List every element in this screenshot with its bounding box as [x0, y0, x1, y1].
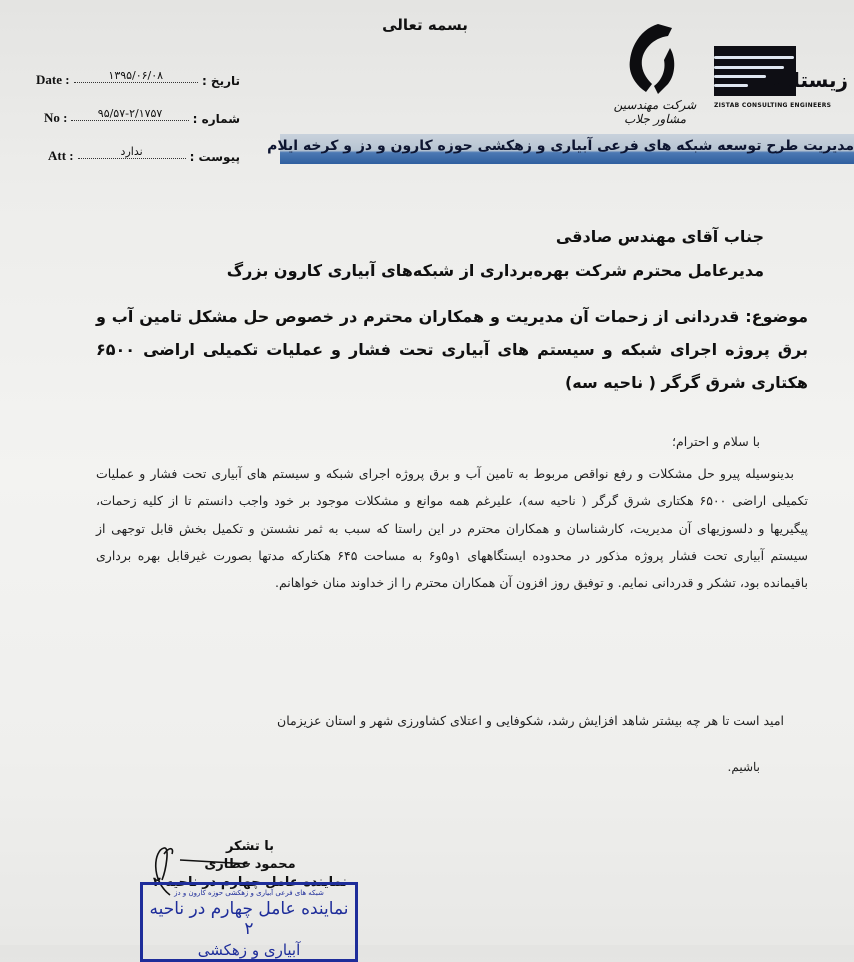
stamp-subtitle-line: آبیاری و زهکشی: [197, 941, 301, 959]
addressee-name: جناب آقای مهندس صادقی: [555, 227, 764, 246]
closing-end: باشیم.: [727, 760, 760, 774]
meta-number-label-en: No :: [44, 110, 68, 125]
meta-attachment-label-en: Att :: [48, 148, 74, 163]
signature-title: نماینده عامل چهارم در ناحیه ۲: [152, 875, 348, 890]
meta-attachment: [48, 126, 240, 164]
addressee: [227, 220, 764, 288]
banner-text: مدیریت طرح توسعه شبکه های فرعی آبیاری و زهکشی حوزه کارون و دز و کرخه ایلام: [267, 138, 854, 154]
header-banner: [267, 134, 854, 164]
meta-date: [36, 50, 240, 88]
letter-subject: موضوع: قدردانی از زحمات آن مدیریت و همکاران محترم در خصوص حل مشکل تامین آب و برق پروژه اجرای شبکه و سیستم های آبیاری تحت فشار و عملیات تکمیلی اراضی ۶۵۰۰ هکتاری شرق گرگر ( ناحیه سه): [96, 307, 808, 392]
meta-attachment-label-fa: پیوست :: [189, 150, 240, 164]
zistab-logo-tagline: ZISTAB CONSULTING ENGINEERS: [714, 102, 832, 109]
letter-meta: [30, 50, 240, 164]
meta-number: [44, 88, 240, 126]
greeting: با سلام و احترام؛: [672, 434, 760, 449]
letter-body: [96, 460, 808, 596]
basmala-heading: بسمه تعالی: [382, 16, 468, 34]
addressee-title: مدیرعامل محترم شرکت بهره‌برداری از شبکه‌های آبیاری کارون بزرگ: [226, 261, 764, 280]
signature-name: محمود عطاری: [204, 857, 296, 872]
meta-number-value: ۹۵/۵۷-۲/۱۷۵۷: [71, 107, 188, 121]
jelab-logo: [600, 20, 710, 126]
meta-date-label-fa: تاریخ :: [201, 74, 240, 88]
meta-date-label-en: Date :: [36, 72, 70, 87]
official-stamp: [140, 882, 358, 962]
meta-attachment-value: ندارد: [78, 145, 186, 159]
closing-paragraph: امید است تا هر چه بیشتر شاهد افزایش رشد، شکوفایی و اعتلای کشاورزی شهر و استان عزیزمان: [277, 713, 784, 728]
stamp-title-line: نماینده عامل چهارم در ناحیه ۲: [149, 899, 349, 939]
zistab-logo-name: زیستاب: [772, 68, 848, 92]
meta-date-value: ۱۳۹۵/۰۶/۰۸: [74, 69, 198, 83]
zistab-logo: [712, 44, 854, 114]
jelab-drop-icon: [628, 22, 684, 98]
stamp-org-line: شبکه های فرعی آبیاری و زهکشی حوزه کارون و دز: [174, 889, 324, 897]
body-paragraph: بدینوسیله پیرو حل مشکلات و رفع نواقص مربوط به تامین آب و برق پروژه اجرای شبکه و سیستم های آبیاری تحت فشار و عملیات تکمیلی اراضی ۶۵۰۰ هکتاری شرق گرگر ( ناحیه سه)، علیرغم همه موانع و مشکلات موجود بر خود واجب دانستم تا از کلیه زحمات، پیگیریها و دلسوزیهای آن مدیریت، کارشناسان و همکاران محترم در این راستا که سبب به ثمر نشستن و تکمیل بخش قابل توجهی از سیستم آبیاری تحت فشار پروژه مذکور در محدوده ایستگاههای ۱و۵و۶ به مساحت ۶۴۵ هکتارکه مدتها بصورت غیرقابل بهره برداری باقیمانده بود، تشکر و قدردانی نمایم. و توفیق روز افزون آن همکاران محترم را از خداوند منان خواهانم.: [96, 466, 808, 591]
meta-number-label-fa: شماره :: [192, 112, 240, 126]
jelab-logo-text: شرکت مهندسین مشاور جلاب: [613, 98, 697, 126]
signature-regards: با تشکر: [225, 839, 275, 854]
